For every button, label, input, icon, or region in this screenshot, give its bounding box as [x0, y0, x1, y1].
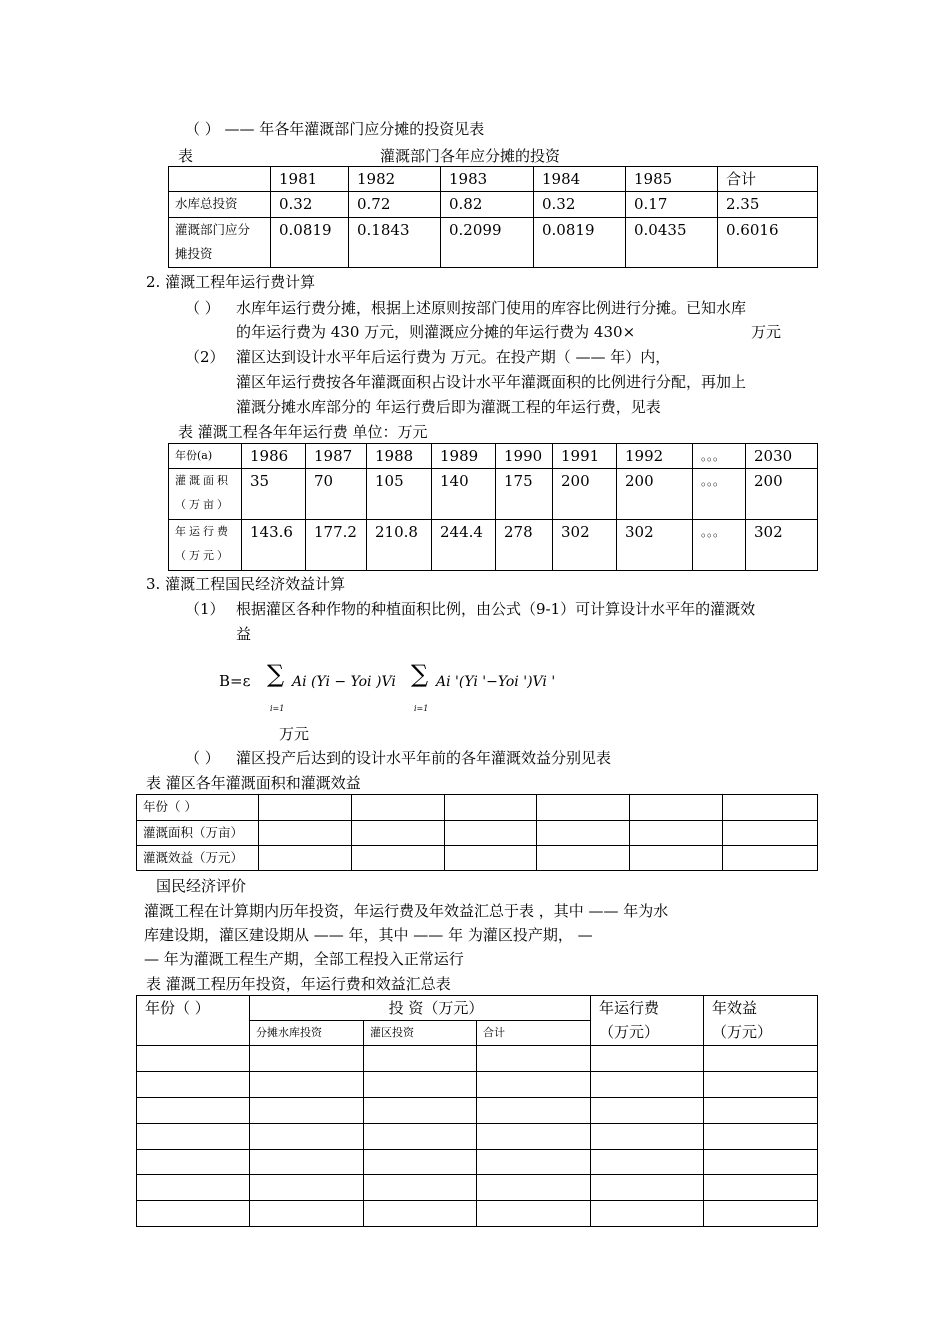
s4-empty-row: [137, 1175, 818, 1201]
s2-year-ellipsis: 。。。: [693, 444, 746, 469]
s2-year: 1986: [242, 444, 306, 469]
s2-area-label: [169, 469, 242, 520]
s2-area: 200: [746, 469, 818, 520]
s1-cell: 0.6016: [718, 218, 818, 268]
s2-year: 1989: [432, 444, 496, 469]
s2-area-ellipsis: 。。。: [693, 469, 746, 520]
s2-area-label-b: （万亩）: [175, 498, 231, 511]
s1-cell: 0.0435: [626, 218, 718, 268]
s4-caption: 表 灌溉工程历年投资，年运行费和效益汇总表: [146, 975, 451, 993]
s2-cost-label-a: 年运行费: [175, 525, 231, 538]
s3-cell: [259, 795, 352, 821]
s4-h-benefit-label: 年效益: [712, 999, 758, 1017]
s2-cost: 244.4: [432, 520, 496, 571]
s2-cost: 302: [746, 520, 818, 571]
s2-p2-line3: 灌溉分摊水库部分的 年运行费后即为灌溉工程的年运行费，见表: [236, 398, 661, 416]
s2-area-label-a: 灌溉面积: [175, 474, 231, 487]
s1-th: 1983: [441, 167, 534, 192]
s3-cell: [630, 846, 723, 871]
s1-row-label: 水库总投资: [169, 192, 271, 218]
s2-cost-label: [169, 520, 242, 571]
s2-caption: 表 灌溉工程各年年运行费 单位：万元: [178, 423, 428, 441]
s2-cost: 143.6: [242, 520, 306, 571]
s2-area: 140: [432, 469, 496, 520]
s3-cell: [723, 846, 818, 871]
s4-empty-row: [137, 1046, 818, 1072]
s1-cell: 0.17: [626, 192, 718, 218]
s4-empty-row: [137, 1150, 818, 1175]
sigma-2-index: i=1: [414, 704, 429, 713]
s2-area: 175: [496, 469, 553, 520]
s2-cost: 210.8: [367, 520, 432, 571]
s1-th: 合计: [718, 167, 818, 192]
s2-area: 200: [553, 469, 617, 520]
s3-caption: 表 灌区各年灌溉面积和灌溉效益: [146, 774, 361, 792]
s2-cost: 177.2: [306, 520, 367, 571]
s2-cost: 302: [617, 520, 693, 571]
s2-cost: 278: [496, 520, 553, 571]
s3-row-label: 灌溉效益（万元）: [137, 846, 259, 871]
s1-th: 1985: [626, 167, 718, 192]
s3-cell: [723, 795, 818, 821]
s4-h-benefit-unit: （万元）: [712, 1023, 773, 1041]
s1-th: 1982: [349, 167, 441, 192]
s2-cost: 302: [553, 520, 617, 571]
s1-row-label: [169, 218, 271, 268]
s2-area: 105: [367, 469, 432, 520]
s4-h-cost: [591, 996, 704, 1046]
s2-year: 1987: [306, 444, 367, 469]
s3-cell: [537, 846, 630, 871]
s2-p1-unit: 万元: [751, 323, 782, 341]
s4-h-cost-unit: （万元）: [599, 1023, 660, 1041]
s1-caption-title: 灌溉部门各年应分摊的投资: [380, 147, 561, 165]
s4-table: [136, 995, 818, 1227]
s2-year: 1988: [367, 444, 432, 469]
s2-year: 2030: [746, 444, 818, 469]
s4-line3: — 年为灌溉工程生产期，全部工程投入正常运行: [144, 950, 464, 968]
s2-cost-label-b: （万元）: [175, 549, 231, 562]
s3-cell: [352, 846, 445, 871]
s1-table: [168, 166, 818, 268]
s3-heading: 3. 灌溉工程国民经济效益计算: [146, 575, 346, 593]
sigma-1: ∑: [267, 660, 285, 688]
s3-cell: [630, 795, 723, 821]
s2-area: 70: [306, 469, 367, 520]
s1-th: 1984: [534, 167, 626, 192]
s1-heading: （ ） —— 年各年灌溉部门应分摊的投资见表: [185, 120, 485, 138]
s4-h-invest: 投 资（万元）: [250, 996, 591, 1021]
formula-lhs: B=ε: [219, 672, 251, 690]
s1-cell: 0.72: [349, 192, 441, 218]
s3-p1-num: （1）: [185, 600, 225, 618]
s3-cell: [259, 846, 352, 871]
s4-h-share: 分摊水库投资: [250, 1021, 364, 1046]
s4-empty-row: [137, 1098, 818, 1124]
s2-cost-ellipsis: 。。。: [693, 520, 746, 571]
s2-table: [168, 443, 818, 571]
s1-cell: 0.82: [441, 192, 534, 218]
s4-line2: 库建设期，灌区建设期从 —— 年，其中 —— 年 为灌区投产期， —: [144, 926, 593, 944]
s1-cell: 2.35: [718, 192, 818, 218]
s2-year: 1990: [496, 444, 553, 469]
s3-cell: [259, 821, 352, 846]
s1-cell: 0.32: [271, 192, 349, 218]
s2-p1-line2: 的年运行费为 430 万元，则灌溉应分摊的年运行费为 430×: [236, 323, 636, 341]
s2-year: 1992: [617, 444, 693, 469]
s1-th: 1981: [271, 167, 349, 192]
formula-term-1: Ai (Yi − Yoi )Vi: [292, 674, 396, 690]
s2-heading: 2. 灌溉工程年运行费计算: [146, 273, 316, 291]
sigma-2: ∑: [411, 660, 429, 688]
s4-h-cost-label: 年运行费: [599, 999, 660, 1017]
s3-cell: [723, 821, 818, 846]
s3-p1-line1: 根据灌区各种作物的种植面积比例，由公式（9-1）可计算设计水平年的灌溉效: [236, 600, 756, 618]
s4-h-benefit: [704, 996, 818, 1046]
s4-empty-row: [137, 1124, 818, 1150]
s3-cell: [445, 821, 537, 846]
s4-empty-row: [137, 1201, 818, 1227]
s2-p2-line2: 灌区年运行费按各年灌溉面积占设计水平年灌溉面积的比例进行分配，再加上: [236, 373, 747, 391]
s4-h-year: 年份（ ）: [137, 996, 250, 1046]
s3-p1-line2: 益: [236, 625, 252, 643]
formula-unit: 万元: [279, 725, 310, 743]
s1-caption-label: 表: [178, 147, 194, 165]
s3-cell: [537, 821, 630, 846]
s3-p2-num: （ ）: [185, 749, 220, 767]
s1-row2-label-a: 灌溉部门应分: [175, 222, 251, 237]
s2-p2-num: （2）: [185, 348, 225, 366]
s4-empty-row: [137, 1072, 818, 1098]
s4-heading: 国民经济评价: [156, 877, 247, 895]
s1-cell: 0.1843: [349, 218, 441, 268]
s3-cell: [352, 821, 445, 846]
s3-table: [136, 794, 818, 871]
s2-area: 35: [242, 469, 306, 520]
s1-row2-label-b: 摊投资: [175, 246, 213, 261]
s3-cell: [445, 846, 537, 871]
s3-cell: [445, 795, 537, 821]
s1-cell: 0.2099: [441, 218, 534, 268]
s1-cell: 0.0819: [271, 218, 349, 268]
s2-year: 1991: [553, 444, 617, 469]
s2-p1-line1: 水库年运行费分摊，根据上述原则按部门使用的库容比例进行分摊。已知水库: [236, 299, 747, 317]
s1-cell: 0.32: [534, 192, 626, 218]
s4-h-irr: 灌区投资: [364, 1021, 477, 1046]
sigma-1-index: i=1: [270, 704, 285, 713]
s1-cell: 0.0819: [534, 218, 626, 268]
s2-p1-num: （ ）: [185, 299, 220, 317]
formula-term-2: Ai '(Yi '−Yoi ')Vi ': [436, 674, 556, 690]
s3-cell: [352, 795, 445, 821]
s2-p2-line1: 灌区达到设计水平年后运行费为 万元。在投产期（ —— 年）内，: [236, 348, 671, 366]
s3-p2-text: 灌区投产后达到的设计水平年前的各年灌溉效益分别见表: [236, 749, 612, 767]
s2-year-label: 年份(a): [169, 444, 242, 469]
s3-cell: [630, 821, 723, 846]
s3-cell: [537, 795, 630, 821]
s3-row-label: 年份（ ）: [137, 795, 259, 821]
s3-row-label: 灌溉面积（万亩）: [137, 821, 259, 846]
s1-th-blank: [169, 167, 271, 192]
s2-area: 200: [617, 469, 693, 520]
s4-h-total: 合计: [477, 1021, 591, 1046]
s4-line1: 灌溉工程在计算期内历年投资，年运行费及年效益汇总于表 ，其中 —— 年为水: [144, 902, 669, 920]
